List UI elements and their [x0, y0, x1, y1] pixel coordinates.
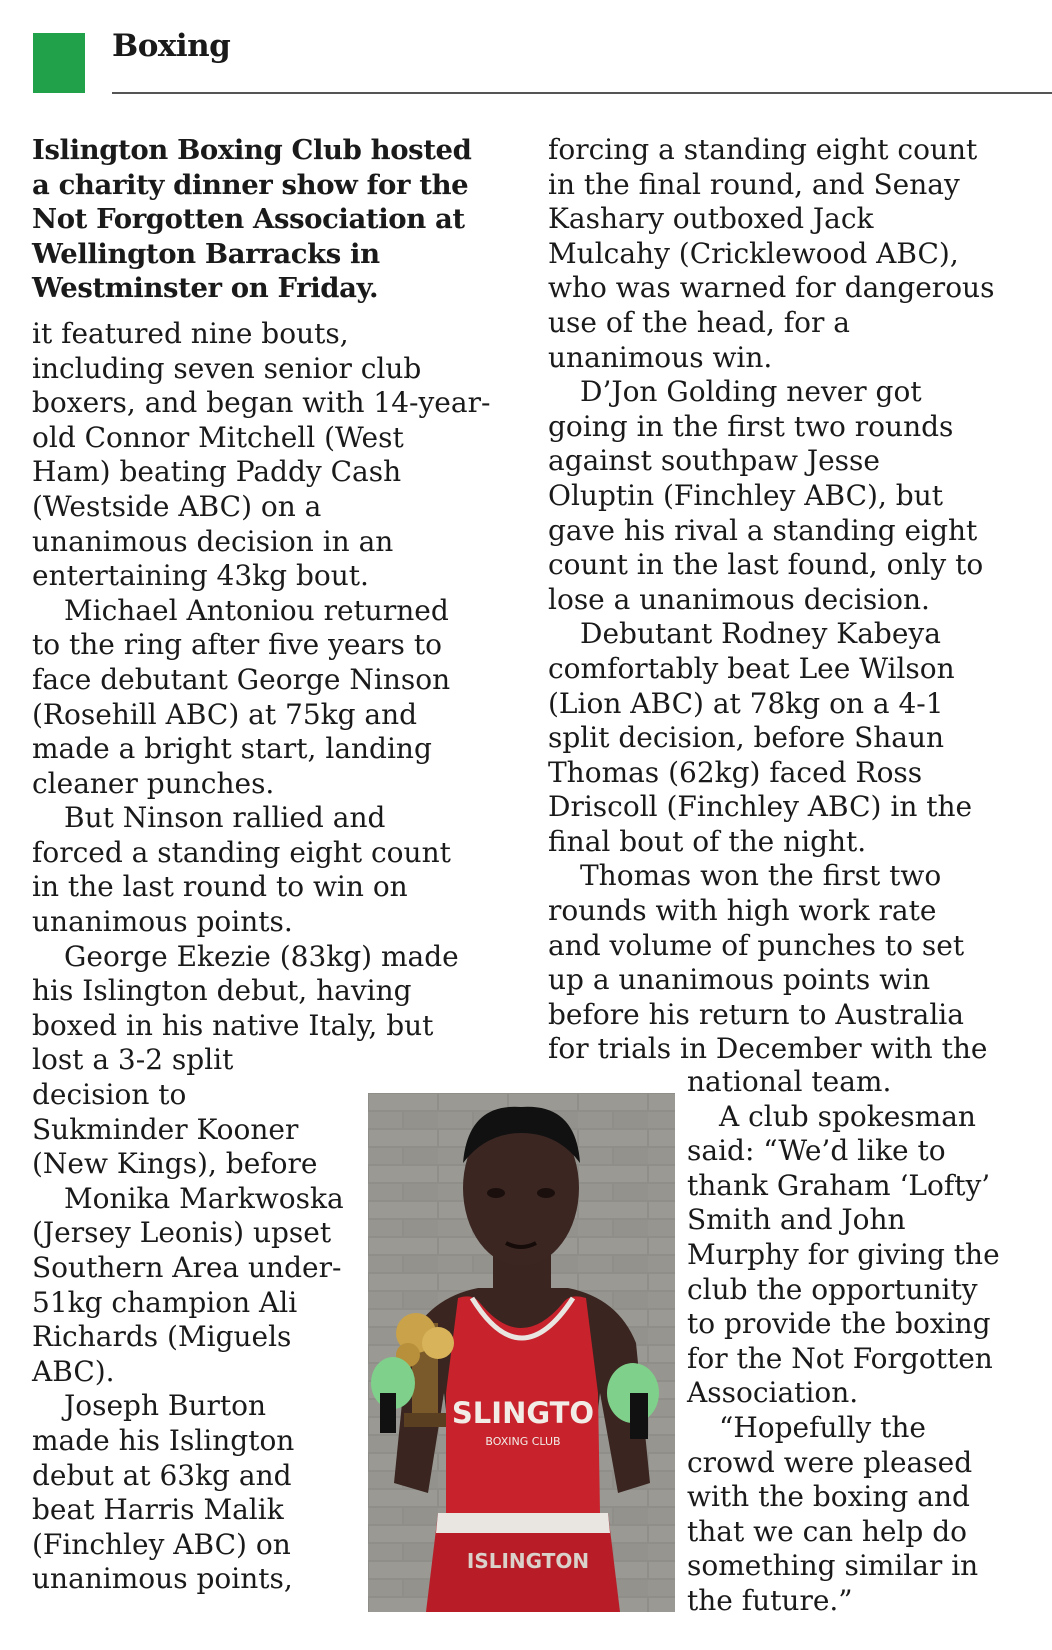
section-rule — [112, 92, 1052, 94]
article-line: the future.” — [687, 1583, 853, 1617]
boxer-photo — [368, 1093, 675, 1612]
article-line: decision to — [32, 1078, 187, 1112]
article-line: lost a 3-2 split — [32, 1043, 234, 1077]
article-line: his Islington debut, having — [32, 974, 412, 1008]
article-line: in the last round to win on — [32, 870, 408, 904]
article-line: George Ekezie (83kg) made — [64, 939, 459, 973]
article-line: rounds with high work rate — [548, 894, 937, 928]
article-line: up a unanimous points win — [548, 963, 931, 997]
article-line: old Connor Mitchell (West — [32, 420, 404, 454]
article-line: including seven senior club — [32, 351, 422, 385]
article-line: debut at 63kg and — [32, 1458, 292, 1492]
article-line: Southern Area under- — [32, 1251, 342, 1284]
article-line: with the boxing and — [687, 1480, 970, 1514]
article-line: Kashary outboxed Jack — [548, 202, 874, 236]
article-line: D’Jon Golding never got — [580, 375, 922, 409]
section-title: Boxing — [112, 28, 231, 64]
article-line: Driscoll (Finchley ABC) in the — [548, 790, 973, 824]
article-line: split decision, before Shaun — [548, 721, 945, 755]
standfirst-line: Islington Boxing Club hosted — [32, 134, 472, 166]
article-line: face debutant George Ninson — [32, 662, 451, 696]
article-line: to provide the boxing — [687, 1307, 991, 1341]
article-line: But Ninson rallied and — [64, 801, 386, 835]
article-line: 51kg champion Ali — [32, 1285, 298, 1319]
article-line: who was warned for dangerous — [548, 271, 995, 305]
article-line: against southpaw Jesse — [548, 444, 880, 478]
article-line: something similar in — [687, 1549, 979, 1583]
article-line: national team. — [687, 1065, 892, 1098]
article-line: for trials in December with the — [548, 1032, 988, 1066]
article-line: forcing a standing eight count — [548, 133, 978, 166]
article-line: Joseph Burton — [64, 1389, 267, 1423]
article-line: made his Islington — [32, 1423, 295, 1457]
article-line: boxed in his native Italy, but — [32, 1008, 434, 1042]
article-line: Thomas (62kg) faced Ross — [548, 755, 923, 789]
article-line: (Westside ABC) on a — [32, 489, 322, 523]
article-line: comfortably beat Lee Wilson — [548, 651, 955, 685]
article-line: Richards (Miguels — [32, 1320, 292, 1354]
article-line: beat Harris Malik — [32, 1493, 284, 1527]
article-line: Mulcahy (Cricklewood ABC), — [548, 236, 959, 270]
standfirst-line: Westminster on Friday. — [32, 272, 379, 305]
article-line: Michael Antoniou returned — [64, 593, 449, 627]
article-line: Sukminder Kooner — [32, 1112, 299, 1146]
article-line: lose a unanimous decision. — [548, 582, 930, 616]
standfirst-line: Wellington Barracks in — [32, 237, 380, 270]
article-column-right — [548, 133, 1048, 1067]
article-line: and volume of punches to set — [548, 928, 965, 962]
article-line: forced a standing eight count — [32, 835, 451, 869]
article-line: for the Not Forgotten — [687, 1341, 993, 1375]
article-line: (Finchley ABC) on — [32, 1527, 291, 1561]
article-line: unanimous decision in an — [32, 524, 394, 558]
vest-lettering: SLINGTO — [451, 1396, 595, 1430]
article-line: unanimous points. — [32, 905, 293, 939]
standfirst-line: a charity dinner show for the — [32, 168, 469, 201]
article-line: Oluptin (Finchley ABC), but — [548, 478, 943, 512]
article-line: “Hopefully the — [719, 1410, 926, 1444]
article-line: in the final round, and Senay — [548, 167, 960, 201]
article-line: (Jersey Leonis) upset — [32, 1216, 332, 1250]
article-line: crowd were pleased — [687, 1445, 973, 1479]
article-line: going in the first two rounds — [548, 409, 954, 443]
article-line: ABC). — [32, 1354, 115, 1388]
article-line: made a bright start, landing — [32, 732, 432, 766]
article-line: it featured nine bouts, — [32, 316, 349, 350]
article-column-right-continued — [687, 1065, 1047, 1619]
article-line: (New Kings), before — [32, 1147, 318, 1181]
article-line: Thomas won the first two — [580, 859, 942, 893]
article-line: before his return to Australia — [548, 997, 964, 1031]
article-line: cleaner punches. — [32, 766, 275, 800]
article-line: (Rosehill ABC) at 75kg and — [32, 697, 418, 731]
article-line: A club spokesman — [719, 1099, 976, 1133]
article-line: said: “We’d like to — [687, 1134, 946, 1168]
article-line: count in the last found, only to — [548, 548, 984, 582]
article-line: club the opportunity — [687, 1272, 978, 1306]
article-line: to the ring after five years to — [32, 628, 442, 662]
article-standfirst — [32, 133, 512, 306]
standfirst-line: Not Forgotten Association at — [32, 203, 465, 236]
article-line: Ham) beating Paddy Cash — [32, 455, 402, 489]
article-line: entertaining 43kg bout. — [32, 559, 369, 593]
article-line: final bout of the night. — [548, 824, 867, 858]
article-line: Monika Markwoska — [64, 1181, 344, 1215]
article-line: Association. — [687, 1376, 859, 1410]
article-line: thank Graham ‘Lofty’ — [687, 1168, 991, 1202]
article-line: (Lion ABC) at 78kg on a 4-1 — [548, 686, 944, 720]
article-line: Smith and John — [687, 1203, 906, 1237]
article-line: that we can help do — [687, 1514, 968, 1548]
boxer-illustration — [368, 1093, 675, 1612]
shorts-lettering: ISLINGTON — [466, 1549, 590, 1573]
article-line: unanimous win. — [548, 340, 773, 374]
vest-sub-lettering: BOXING CLUB — [485, 1435, 561, 1448]
article-line: gave his rival a standing eight — [548, 513, 978, 547]
article-line: unanimous points, — [32, 1562, 293, 1596]
article-line: use of the head, for a — [548, 305, 850, 339]
article-line: Debutant Rodney Kabeya — [580, 617, 941, 651]
article-line: Murphy for giving the — [687, 1237, 1000, 1271]
article-line: boxers, and began with 14-year- — [32, 386, 491, 420]
section-marker — [33, 33, 85, 93]
